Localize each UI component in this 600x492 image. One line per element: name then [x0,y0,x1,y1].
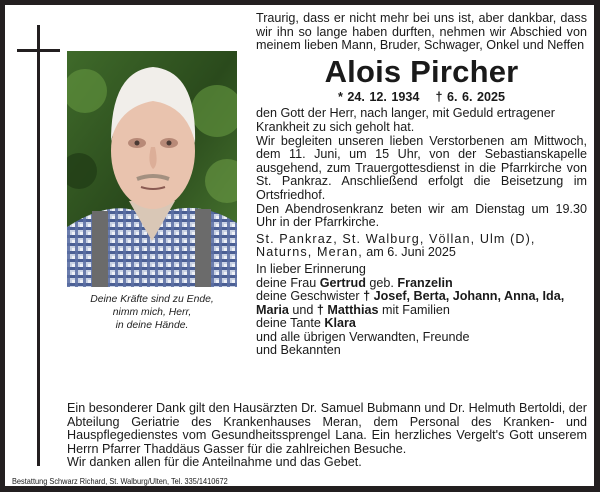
passing-text: den Gott der Herr, nach langer, mit Geduld ertragener Krankheit zu sich geholt hat. [256,106,555,134]
portrait-photo [67,51,237,287]
siblings-prefix: deine Geschwister [256,289,360,304]
thanks-general: Wir danken allen für die Anteilnahme und das Gebet. [67,455,362,470]
siblings-names: † Josef, Berta, Johann, Anna, Ida, Maria [256,289,565,317]
sibling-name-matthias: † Matthias [316,302,379,317]
birth-date: 24. 12. 1934 [347,89,420,104]
intro-text: Traurig, dass er nicht mehr bei uns ist, aber dankbar, dass wir ihn so lange haben durften, nehmen wir Abschied von meinem lieben Mann, Bruder, Schwager, Onkel und Neffen [256,11,587,53]
life-dates [256,91,587,105]
obituary-notice [5,5,594,486]
siblings-suffix: mit Familien [382,302,450,317]
wife-prefix: deine Frau [256,275,317,290]
aunt-prefix: deine Tante [256,316,321,331]
birth-symbol: * [338,89,343,104]
undertaker-footer: Bestattung Schwarz Richard, St. Walburg/Ulten, Tel. 335/1410672 [12,476,228,486]
wife-nee: geb. [369,275,394,290]
funeral-text: Wir begleiten unseren lieben Verstorbenen am Mittwoch, dem 11. Juni, um 15 Uhr, von der Sebastianskapelle ausgehend, zum Trauergottesdienst in die Pfarrkirche von St. Pankraz. Anschließend erfolgt die Beisetzung im Ortsfriedhof. [256,133,587,202]
death-symbol: † [435,89,443,104]
portrait-illustration [67,51,237,287]
cross-icon-horizontal [17,49,60,52]
wife-name: Gertrud [319,275,366,290]
verse-line: Deine Kräfte sind zu Ende, [90,294,214,305]
siblings-and: und [292,302,314,317]
verse-line: in deine Hände. [115,320,189,331]
main-text-column [256,12,587,358]
thanks-special: Ein besonderer Dank gilt den Hausärzten Dr. Samuel Bubmann und Dr. Helmuth Bertoldi, der Abteilung Geriatrie des Krankenhauses Meran, dem Personal des Kranken- und Hauspflegedienstes vom Gesundheitssprengel Lana. Ein herzliches Vergelt's Gott unserem Herrn Pfarrer Thaddäus Gasser für die zahlreichen Besuche. [67,401,587,456]
mourners-intro: In lieber Erinnerung [256,261,366,276]
verse-line: nimm mich, Herr, [112,307,192,318]
place-date-line1: St. Pankraz, St. Walburg, Völlan, Ulm (D), [256,231,536,246]
place-date-line2a: Naturns, Meran, [256,245,363,260]
mourners-others-1: und alle übrigen Verwandten, Freunde [256,329,470,344]
mourner-wife [256,277,587,291]
place-date [256,233,587,260]
aunt-name: Klara [324,316,356,331]
rosary-text: Den Abendrosenkranz beten wir am Dienstag um 19.30 Uhr in der Pfarrkirche. [256,201,587,230]
mourner-siblings [256,290,587,317]
deceased-name: Alois Pircher [324,53,519,89]
place-date-line2b: am 6. Juni 2025 [366,245,456,260]
cross-icon-vertical [37,25,40,466]
mourners-others-2: und Bekannten [256,343,341,358]
wife-maiden-name: Franzelin [397,275,453,290]
mourner-aunt [256,317,587,331]
verse-caption [67,293,237,332]
death-date: 6. 6. 2025 [446,89,505,104]
thanks-section [67,402,587,470]
